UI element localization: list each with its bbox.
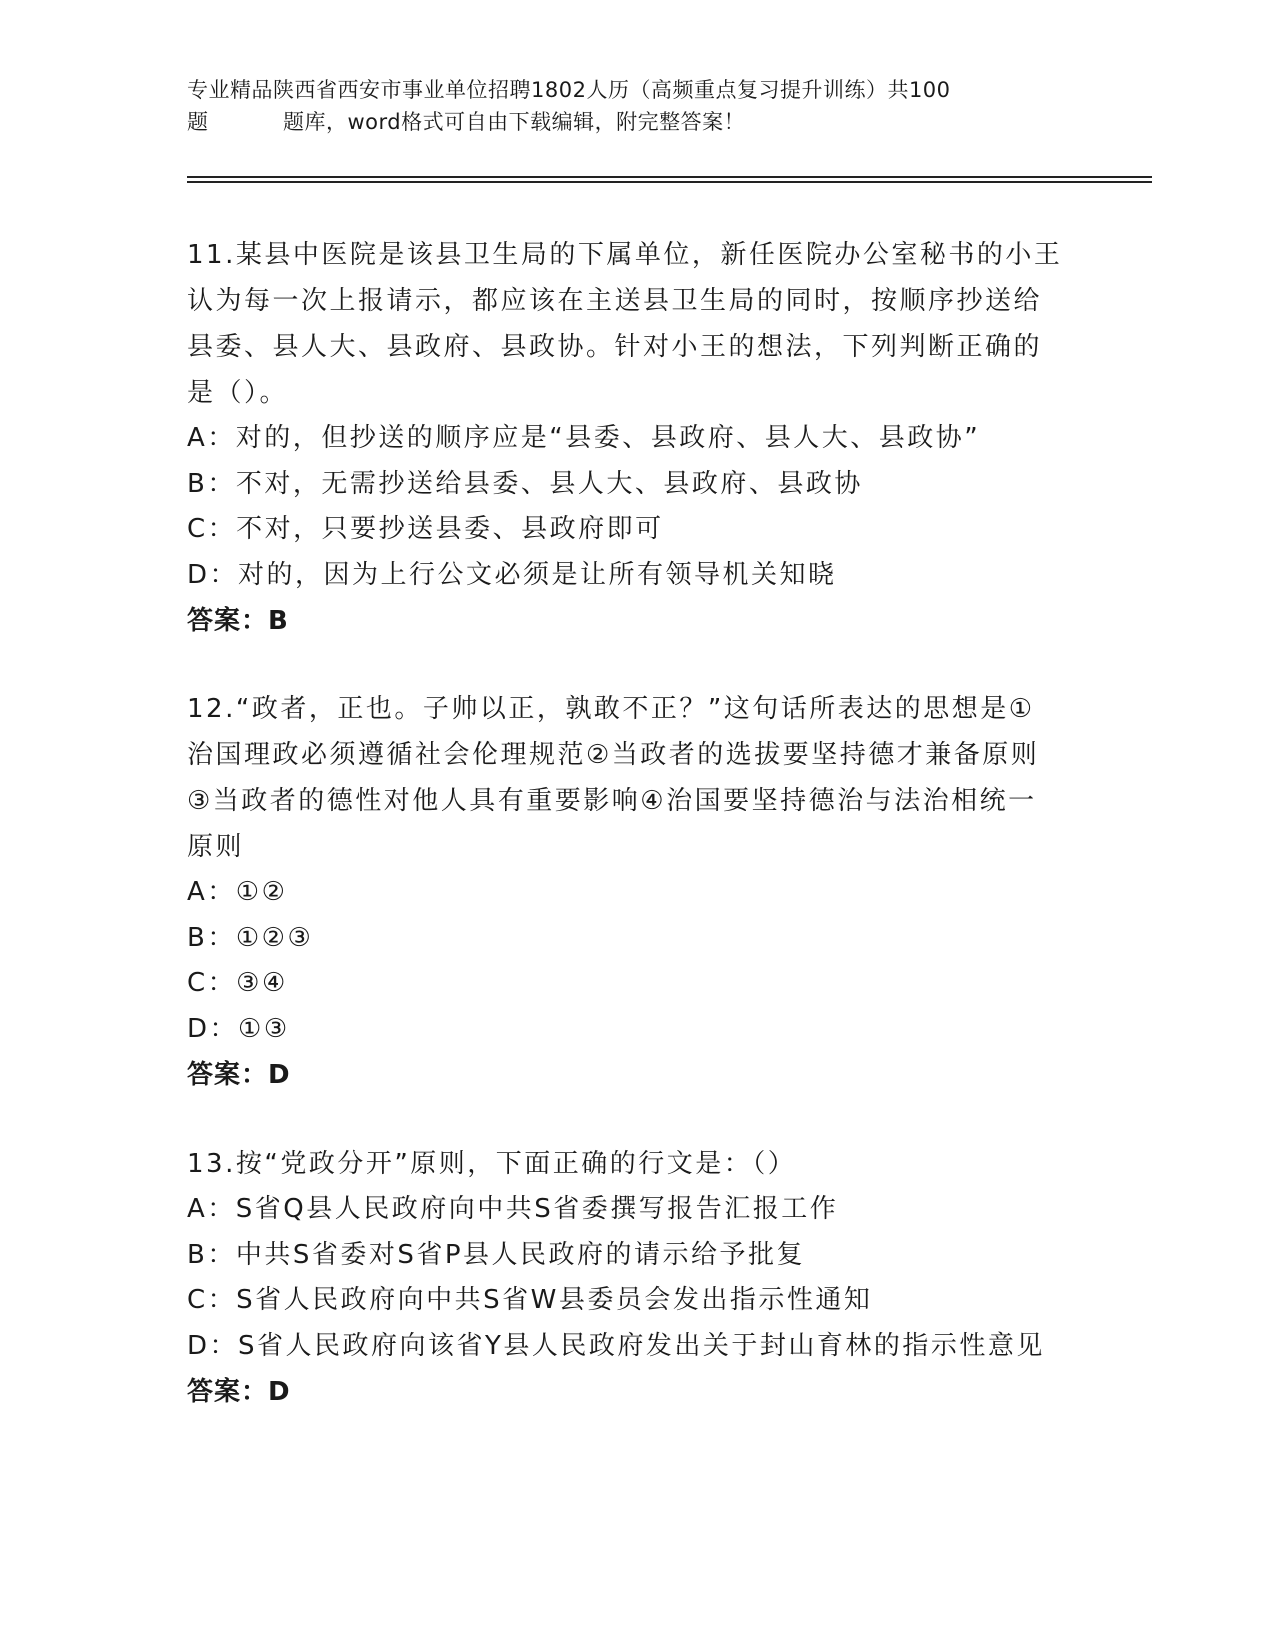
header-title-line1: 专业精品陕西省西安市事业单位招聘1802人历（高频重点复习提升训练）共100 (187, 78, 951, 102)
answer-line: 答案：B (187, 606, 289, 636)
option-a: A：对的，但抄送的顺序应是“县委、县政府、县人大、县政协” (187, 423, 981, 453)
question-stem-line: 县委、县人大、县政府、县政协。针对小王的想法，下列判断正确的 (187, 332, 1043, 362)
option-b: B：①②③ (187, 922, 314, 953)
option-d: D：对的，因为上行公文必须是让所有领导机关知晓 (187, 559, 837, 590)
header-divider-top (187, 176, 1152, 178)
option-b: B：中共S省委对S省P县人民政府的请示给予批复 (187, 1239, 806, 1270)
header-title-line2 (187, 106, 1067, 138)
question-stem-line: 认为每一次上报请示，都应该在主送县卫生局的同时，按顺序抄送给 (187, 286, 1043, 316)
option-c: C：S省人民政府向中共S省W县委员会发出指示性通知 (187, 1285, 873, 1315)
question-stem-line: 治国理政必须遵循社会伦理规范②当政者的选拔要坚持德才兼备原则 (187, 740, 1040, 770)
question-stem (187, 1141, 1087, 1187)
question-11 (187, 232, 1087, 644)
header-title-line2-rest: 题库，word格式可自由下载编辑，附完整答案！ (283, 110, 746, 134)
question-stem-line: 原则 (187, 832, 245, 862)
option-a: A：①② (187, 877, 288, 907)
option-a: A：S省Q县人民政府向中共S省委撰写报告汇报工作 (187, 1194, 839, 1224)
header-title-line2-lead: 题 (187, 110, 209, 134)
question-stem (187, 232, 1087, 416)
page-header (187, 74, 1067, 138)
question-stem-line: ③当政者的德性对他人具有重要影响④治国要坚持德治与法治相统一 (187, 786, 1037, 816)
answer-line: 答案：D (187, 1060, 291, 1090)
question-12 (187, 686, 1087, 1098)
question-stem-line: 13.按“党政分开”原则，下面正确的行文是：（） (187, 1149, 797, 1179)
question-stem (187, 686, 1087, 870)
question-13 (187, 1141, 1087, 1415)
option-c: C：③④ (187, 968, 288, 998)
question-stem-line: 12.“政者，正也。子帅以正，孰敢不正？”这句话所表达的思想是① (187, 694, 1035, 724)
question-stem-line: 是（）。 (187, 378, 289, 408)
option-d: D：①③ (187, 1013, 290, 1044)
option-b: B：不对，无需抄送给县委、县人大、县政府、县政协 (187, 468, 863, 499)
answer-line: 答案：D (187, 1377, 291, 1407)
option-c: C：不对，只要抄送县委、县政府即可 (187, 514, 664, 544)
option-d: D：S省人民政府向该省Y县人民政府发出关于封山育林的指示性意见 (187, 1330, 1045, 1361)
question-stem-line: 11.某县中医院是该县卫生局的下属单位，新任医院办公室秘书的小王 (187, 240, 1063, 270)
header-divider-bottom (187, 181, 1152, 183)
